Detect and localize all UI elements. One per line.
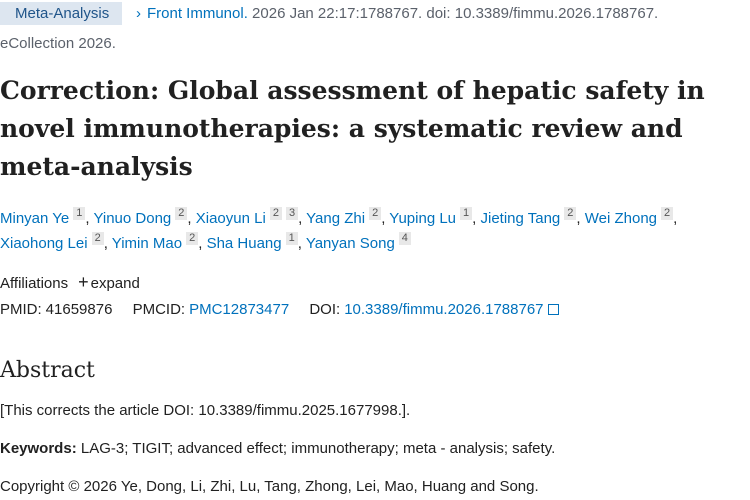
author-link[interactable]: Jieting Tang <box>480 210 561 227</box>
author-link[interactable]: Wei Zhong <box>584 210 658 227</box>
keywords-value: LAG-3; TIGIT; advanced effect; immunotherapy; meta - analysis; safety. <box>80 440 556 457</box>
author-link[interactable]: Yinuo Dong <box>93 210 172 227</box>
plus-icon[interactable]: + <box>78 272 89 292</box>
ecollection: eCollection 2026. <box>0 35 116 52</box>
author-link[interactable]: Yang Zhi <box>306 210 366 227</box>
doi-link[interactable]: 10.3389/fimmu.2026.1788767 <box>344 301 544 318</box>
affiliation-number[interactable]: 2 <box>92 232 104 245</box>
identifiers-row <box>0 299 559 321</box>
author-link[interactable]: Sha Huang <box>206 235 282 252</box>
abstract-heading: Abstract <box>0 358 95 383</box>
journal-link[interactable]: Front Immunol. <box>147 5 248 22</box>
keywords <box>0 438 555 460</box>
author-link[interactable]: Yimin Mao <box>111 235 183 252</box>
pmid-label: PMID: <box>0 301 42 318</box>
affiliation-number[interactable]: 2 <box>270 207 282 220</box>
affiliations-label: Affiliations <box>0 275 69 292</box>
author-link[interactable]: Yanyan Song <box>305 235 395 252</box>
author-link[interactable]: Minyan Ye <box>0 210 70 227</box>
affiliation-number[interactable]: 3 <box>286 207 298 220</box>
copyright: Copyright © 2026 Ye, Dong, Li, Zhi, Lu, Tang, Zhong, Lei, Mao, Huang and Song. <box>0 478 539 495</box>
external-link-icon[interactable] <box>548 304 559 315</box>
pmcid-link[interactable]: PMC12873477 <box>189 301 290 318</box>
citation-line <box>136 2 658 25</box>
abstract-text: [This corrects the article DOI: 10.3389/fimmu.2025.1677998.]. <box>0 402 411 419</box>
pmcid-label: PMCID: <box>132 301 186 318</box>
author-link[interactable]: Yuping Lu <box>389 210 457 227</box>
affiliation-number[interactable]: 2 <box>661 207 673 220</box>
expand-affiliations-button[interactable]: expand <box>90 275 140 292</box>
affiliation-number[interactable]: 2 <box>175 207 187 220</box>
affiliations-row <box>0 271 140 295</box>
affiliation-number[interactable]: 1 <box>73 207 85 220</box>
affiliation-number[interactable]: 1 <box>286 232 298 245</box>
author-link[interactable]: Xiaoyun Li <box>195 210 266 227</box>
authors-list: Minyan Ye $^1$ , Yinuo Dong $^2$ , Xiaoyun Li $^2$ $^3$ , Yang Zhi $^2$ , Yuping Lu $^1$ , Jieting Tang $^2$ , Wei Zhong $^2$ , Xiaohong Lei $^2$ , Yimin Mao $^2$ , Sha Huang $^1$ , Yanyan Song $^4$ <box>0 207 678 252</box>
article-title: Correction: Global assessment of hepatic safety in novel immunotherapies: a systematic review and meta-analysis <box>0 76 705 181</box>
affiliation-number[interactable]: 2 <box>564 207 576 220</box>
affiliation-number[interactable]: 4 <box>399 232 411 245</box>
affiliation-number[interactable]: 2 <box>369 207 381 220</box>
affiliation-number[interactable]: 1 <box>460 207 472 220</box>
chevron-right-icon: › <box>136 5 141 22</box>
pmid-value: 41659876 <box>45 301 113 318</box>
keywords-label: Keywords: <box>0 440 77 457</box>
author-link[interactable]: Xiaohong Lei <box>0 235 88 252</box>
article-type-tag[interactable]: Meta-Analysis <box>0 2 122 25</box>
doi-label: DOI: <box>309 301 341 318</box>
citation-details: 2026 Jan 22:17:1788767. doi: 10.3389/fimmu.2026.1788767. <box>252 5 659 22</box>
affiliation-number[interactable]: 2 <box>186 232 198 245</box>
